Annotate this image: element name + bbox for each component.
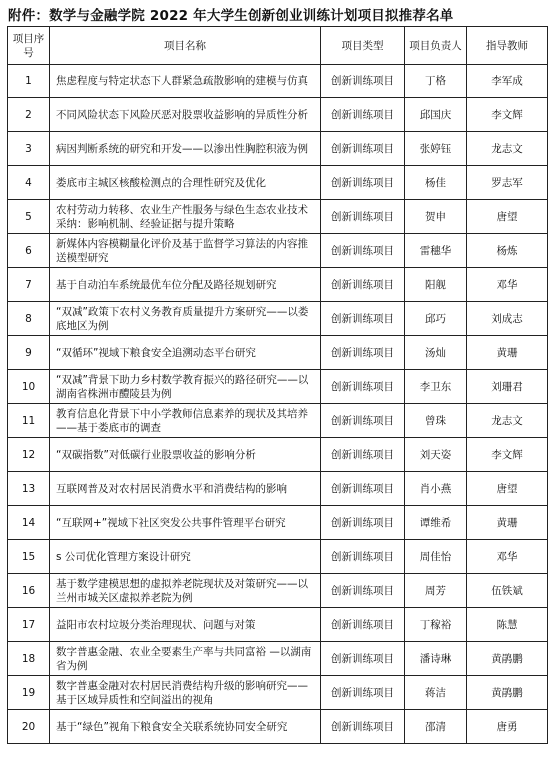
table-row xyxy=(8,608,548,642)
row-project-type: 创新训练项目 xyxy=(321,608,405,642)
row-project-name: 基于自动泊车系统最优车位分配及路径规划研究 xyxy=(50,268,321,302)
row-teacher: 李军成 xyxy=(467,65,548,98)
row-seq: 20 xyxy=(8,710,50,744)
row-teacher: 黄鹃鹏 xyxy=(467,676,548,710)
row-teacher: 杨炼 xyxy=(467,234,548,268)
table-row xyxy=(8,438,548,472)
table-row xyxy=(8,336,548,370)
row-seq: 14 xyxy=(8,506,50,540)
row-seq: 4 xyxy=(8,166,50,200)
row-leader: 雷穗华 xyxy=(405,234,467,268)
row-leader: 刘天姿 xyxy=(405,438,467,472)
table-row xyxy=(8,370,548,404)
table-row xyxy=(8,676,548,710)
row-leader: 周佳怡 xyxy=(405,540,467,574)
row-project-name: 不同风险状态下风险厌恶对股票收益影响的异质性分析 xyxy=(50,98,321,132)
table-row xyxy=(8,404,548,438)
row-project-type: 创新训练项目 xyxy=(321,472,405,506)
row-project-type: 创新训练项目 xyxy=(321,370,405,404)
row-project-type: 创新训练项目 xyxy=(321,506,405,540)
row-seq: 11 xyxy=(8,404,50,438)
row-seq: 9 xyxy=(8,336,50,370)
row-leader: 贺申 xyxy=(405,200,467,234)
row-seq: 1 xyxy=(8,65,50,98)
row-project-name: “互联网+”视域下社区突发公共事件管理平台研究 xyxy=(50,506,321,540)
row-leader: 肖小燕 xyxy=(405,472,467,506)
row-project-name: “双循环”视域下粮食安全追溯动态平台研究 xyxy=(50,336,321,370)
row-seq: 13 xyxy=(8,472,50,506)
row-teacher: 唐勇 xyxy=(467,710,548,744)
row-seq: 17 xyxy=(8,608,50,642)
row-leader: 蒋洁 xyxy=(405,676,467,710)
row-project-type: 创新训练项目 xyxy=(321,234,405,268)
row-seq: 16 xyxy=(8,574,50,608)
row-seq: 12 xyxy=(8,438,50,472)
row-leader: 李卫东 xyxy=(405,370,467,404)
row-seq: 18 xyxy=(8,642,50,676)
row-seq: 15 xyxy=(8,540,50,574)
row-project-type: 创新训练项目 xyxy=(321,540,405,574)
table-row xyxy=(8,98,548,132)
row-project-type: 创新训练项目 xyxy=(321,302,405,336)
row-teacher: 刘成志 xyxy=(467,302,548,336)
header-type: 项目类型 xyxy=(321,27,405,65)
project-table xyxy=(7,26,548,744)
row-leader: 曾珠 xyxy=(405,404,467,438)
row-project-name: “双碳指数”对低碳行业股票收益的影响分析 xyxy=(50,438,321,472)
row-project-name: 益阳市农村垃圾分类治理现状、问题与对策 xyxy=(50,608,321,642)
row-leader: 汤灿 xyxy=(405,336,467,370)
row-teacher: 李文辉 xyxy=(467,438,548,472)
row-seq: 19 xyxy=(8,676,50,710)
row-seq: 10 xyxy=(8,370,50,404)
row-teacher: 罗志军 xyxy=(467,166,548,200)
row-project-name: 农村劳动力转移、农业生产性服务与绿色生态农业技术采纳：影响机制、经验证据与提升策略 xyxy=(50,200,321,234)
table-row xyxy=(8,642,548,676)
row-teacher: 邓华 xyxy=(467,268,548,302)
header-seq: 项目序号 xyxy=(8,27,50,65)
row-project-type: 创新训练项目 xyxy=(321,676,405,710)
row-project-name: 教育信息化背景下中小学教师信息素养的现状及其培养——基于娄底市的调查 xyxy=(50,404,321,438)
row-leader: 丁稼裕 xyxy=(405,608,467,642)
table-row xyxy=(8,506,548,540)
row-leader: 潘诗琳 xyxy=(405,642,467,676)
row-project-name: s 公司优化管理方案设计研究 xyxy=(50,540,321,574)
row-project-name: 基于数学建模思想的虚拟养老院现状及对策研究——以兰州市城关区虚拟养老院为例 xyxy=(50,574,321,608)
row-project-type: 创新训练项目 xyxy=(321,438,405,472)
row-leader: 邵清 xyxy=(405,710,467,744)
row-teacher: 黄鹃鹏 xyxy=(467,642,548,676)
row-project-name: 互联网普及对农村居民消费水平和消费结构的影响 xyxy=(50,472,321,506)
table-row xyxy=(8,234,548,268)
row-leader: 邱巧 xyxy=(405,302,467,336)
table-row xyxy=(8,540,548,574)
row-seq: 7 xyxy=(8,268,50,302)
row-teacher: 黄珊 xyxy=(467,506,548,540)
row-project-name: “双减”背景下助力乡村数学教育振兴的路径研究——以湖南省株洲市醴陵县为例 xyxy=(50,370,321,404)
row-project-type: 创新训练项目 xyxy=(321,166,405,200)
row-project-type: 创新训练项目 xyxy=(321,336,405,370)
row-project-type: 创新训练项目 xyxy=(321,200,405,234)
table-row xyxy=(8,574,548,608)
table-row xyxy=(8,200,548,234)
row-seq: 5 xyxy=(8,200,50,234)
row-teacher: 邓华 xyxy=(467,540,548,574)
row-project-type: 创新训练项目 xyxy=(321,404,405,438)
row-teacher: 李文辉 xyxy=(467,98,548,132)
header-leader: 项目负责人 xyxy=(405,27,467,65)
row-project-type: 创新训练项目 xyxy=(321,268,405,302)
row-leader: 张婷钰 xyxy=(405,132,467,166)
row-project-type: 创新训练项目 xyxy=(321,65,405,98)
table-header-row xyxy=(8,27,548,65)
row-teacher: 黄珊 xyxy=(467,336,548,370)
row-project-name: 基于“绿色”视角下粮食安全关联系统协同安全研究 xyxy=(50,710,321,744)
row-seq: 8 xyxy=(8,302,50,336)
row-project-name: 数字普惠金融对农村居民消费结构升级的影响研究——基于区域异质性和空间溢出的视角 xyxy=(50,676,321,710)
row-leader: 丁格 xyxy=(405,65,467,98)
row-teacher: 唐望 xyxy=(467,200,548,234)
row-project-type: 创新训练项目 xyxy=(321,642,405,676)
table-row xyxy=(8,472,548,506)
row-project-name: 病因判断系统的研究和开发——以渗出性胸腔积液为例 xyxy=(50,132,321,166)
row-teacher: 伍铁斌 xyxy=(467,574,548,608)
row-seq: 3 xyxy=(8,132,50,166)
row-project-name: “双减”政策下农村义务教育质量提升方案研究——以娄底地区为例 xyxy=(50,302,321,336)
header-teacher: 指导教师 xyxy=(467,27,548,65)
row-seq: 6 xyxy=(8,234,50,268)
table-row xyxy=(8,166,548,200)
table-row xyxy=(8,132,548,166)
row-leader: 周芳 xyxy=(405,574,467,608)
document-title: 附件：数学与金融学院 2022 年大学生创新创业训练计划项目拟推荐名单 xyxy=(8,8,454,24)
row-project-type: 创新训练项目 xyxy=(321,574,405,608)
row-teacher: 陈慧 xyxy=(467,608,548,642)
row-teacher: 龙志文 xyxy=(467,404,548,438)
table-row xyxy=(8,65,548,98)
row-project-name: 新媒体内容模糊量化评价及基于监督学习算法的内容推送模型研究 xyxy=(50,234,321,268)
row-teacher: 唐望 xyxy=(467,472,548,506)
table-row xyxy=(8,710,548,744)
row-project-type: 创新训练项目 xyxy=(321,710,405,744)
row-teacher: 龙志文 xyxy=(467,132,548,166)
row-teacher: 刘珊君 xyxy=(467,370,548,404)
row-leader: 杨佳 xyxy=(405,166,467,200)
row-seq: 2 xyxy=(8,98,50,132)
row-leader: 阳舰 xyxy=(405,268,467,302)
table-row xyxy=(8,268,548,302)
row-leader: 邱国庆 xyxy=(405,98,467,132)
row-project-name: 焦虑程度与特定状态下人群紧急疏散影响的建模与仿真 xyxy=(50,65,321,98)
row-project-type: 创新训练项目 xyxy=(321,132,405,166)
header-name: 项目名称 xyxy=(50,27,321,65)
table-row xyxy=(8,302,548,336)
row-leader: 谭维希 xyxy=(405,506,467,540)
row-project-name: 娄底市主城区核酸检测点的合理性研究及优化 xyxy=(50,166,321,200)
row-project-name: 数字普惠金融、农业全要素生产率与共同富裕 —以湖南省为例 xyxy=(50,642,321,676)
row-project-type: 创新训练项目 xyxy=(321,98,405,132)
